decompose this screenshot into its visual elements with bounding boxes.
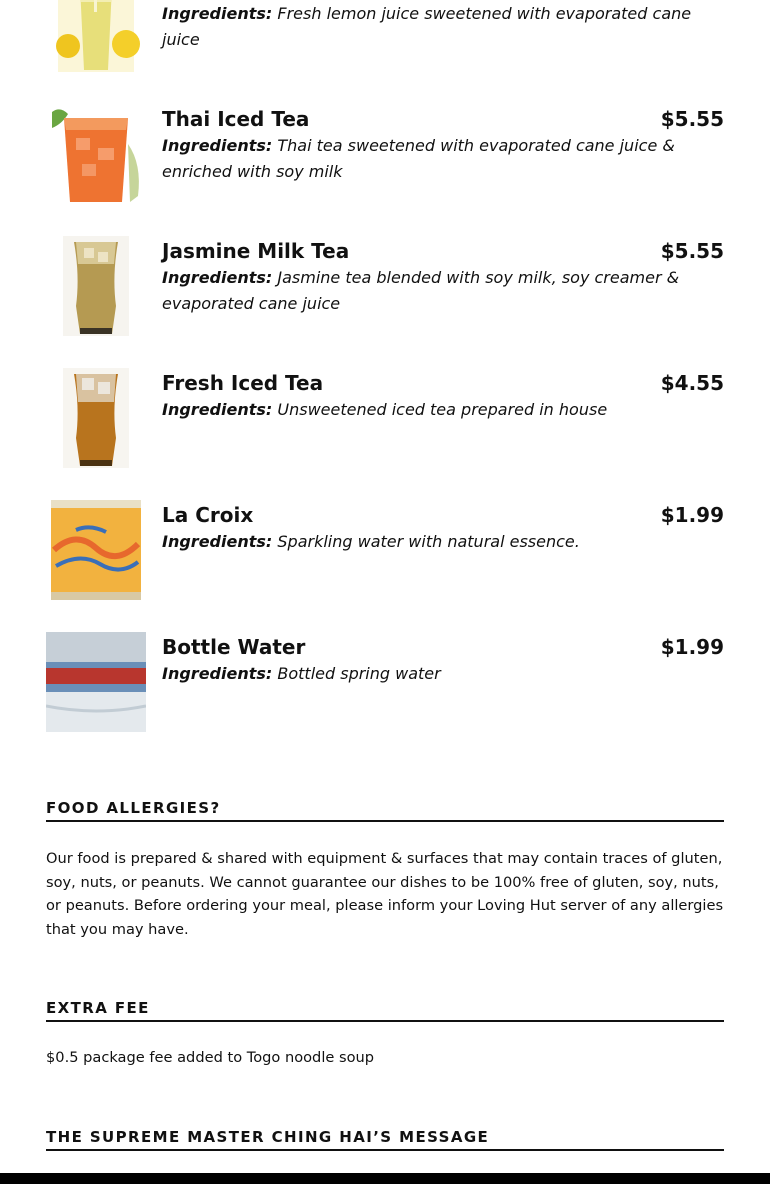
item-name: Bottle Water xyxy=(162,635,306,659)
item-description: Ingredients: Unsweetened iced tea prepared in house xyxy=(162,400,608,419)
menu-item xyxy=(46,104,724,236)
la-croix-can-icon xyxy=(46,500,146,600)
menu-item xyxy=(46,632,724,764)
extra-fee-heading: EXTRA FEE xyxy=(46,998,724,1022)
item-name: Thai Iced Tea xyxy=(162,107,310,131)
item-price: $1.99 xyxy=(660,503,724,527)
ingredients-label: Ingredients: xyxy=(162,532,273,551)
menu-item xyxy=(46,368,724,500)
item-name: La Croix xyxy=(162,503,254,527)
menu-item xyxy=(46,0,724,104)
thai-iced-tea-glass-icon xyxy=(46,104,146,204)
lemonade-glass-icon xyxy=(46,0,146,72)
item-description: Ingredients: Sparkling water with natural essence. xyxy=(162,532,580,551)
ingredients-label: Ingredients: xyxy=(162,268,273,287)
footer-bar xyxy=(0,1173,770,1184)
item-description: Ingredients: Thai tea sweetened with evaporated cane juice & enriched with soy milk xyxy=(162,136,675,181)
milk-tea-glass-icon xyxy=(46,236,146,336)
ingredients-label: Ingredients: xyxy=(162,136,273,155)
item-price: $5.55 xyxy=(660,107,724,131)
item-description: Ingredients: Jasmine tea blended with soy milk, soy creamer & evaporated cane juice xyxy=(162,268,680,313)
supreme-master-message-heading: THE SUPREME MASTER CHING HAI’S MESSAGE xyxy=(46,1127,724,1151)
item-price: $4.55 xyxy=(660,371,724,395)
menu-item xyxy=(46,500,724,632)
ingredients-label: Ingredients: xyxy=(162,400,273,419)
water-bottle-icon xyxy=(46,632,146,732)
item-price: $1.99 xyxy=(660,635,724,659)
extra-fee-text: $0.5 package fee added to Togo noodle soup xyxy=(46,1049,375,1066)
iced-tea-glass-icon xyxy=(46,368,146,468)
food-allergies-text: Our food is prepared & shared with equipment & surfaces that may contain traces of gluten, soy, nuts, or peanuts. We cannot guarantee our dishes to be 100% free of gluten, soy, nuts, or peanuts. Before ordering your meal, please inform your Loving Hut server of any allergies that you may have. xyxy=(46,850,724,938)
drink-menu-list xyxy=(46,0,724,764)
ingredients-label: Ingredients: xyxy=(162,664,273,683)
menu-item xyxy=(46,236,724,368)
item-description: Ingredients: Fresh lemon juice sweetened with evaporated cane juice xyxy=(162,4,692,49)
item-name: Fresh Iced Tea xyxy=(162,371,324,395)
item-price: $5.55 xyxy=(660,239,724,263)
ingredients-label: Ingredients: xyxy=(162,4,273,23)
item-description: Ingredients: Bottled spring water xyxy=(162,664,441,683)
food-allergies-heading: FOOD ALLERGIES? xyxy=(46,798,724,822)
item-name: Jasmine Milk Tea xyxy=(162,239,350,263)
